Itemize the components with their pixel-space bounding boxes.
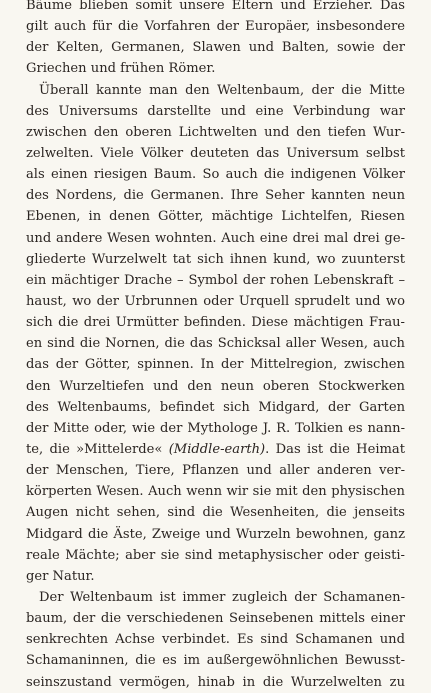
text-line: Midgard die Äste, Zweige und Wurzeln bewohnen, ganz <box>26 526 405 542</box>
text-line: der Menschen, Tiere, Pflanzen und aller anderen ver- <box>26 463 405 479</box>
text-line: senkrechten Achse verbindet. Es sind Schamanen und <box>26 632 405 648</box>
text-line: sich die drei Urmütter befinden. Diese mächtigen Frau- <box>26 315 405 331</box>
text-line: Der Weltenbaum ist immer zugleich der Schamanen- <box>39 589 405 605</box>
text-line: der Mitte oder, wie der Mythologe J. R. Tolkien es nann- <box>26 420 405 436</box>
text-line: Ebenen, in denen Götter, mächtige Lichtelfen, Riesen <box>26 209 405 225</box>
text-line: ger Natur. <box>26 568 95 584</box>
text-line: te, die »Mittelerde« (Middle-earth). Das ist die Heimat <box>26 441 405 457</box>
text-line: körperten Wesen. Auch wenn wir sie mit den physischen <box>26 484 405 500</box>
text-line: gliederte Wurzelwelt tat sich ihnen kund, wo zuunterst <box>26 251 405 267</box>
italic-title: (Middle-earth) <box>168 441 266 457</box>
text-line: des Weltenbaums, befindet sich Midgard, der Garten <box>26 399 405 415</box>
text-line: Griechen und frühen Römer. <box>26 61 216 77</box>
text-line: als einen riesigen Baum. So auch die indigenen Völker <box>26 167 405 183</box>
text-line: haust, wo der Urbrunnen oder Urquell sprudelt und wo <box>26 293 405 309</box>
text-line: des Nordens, die Germanen. Ihre Seher kannten neun <box>26 188 405 204</box>
text-line: Bäume blieben somit unsere Eltern und Erzieher. Das <box>26 0 405 13</box>
text-line: Überall kannte man den Weltenbaum, der die Mitte <box>39 82 405 98</box>
text-line: zwischen den oberen Lichtwelten und den tiefen Wur- <box>26 124 405 140</box>
body-text <box>26 0 405 693</box>
text-line: Augen nicht sehen, sind die Wesenheiten, die jenseits <box>26 505 405 521</box>
text-line: der Kelten, Germanen, Slawen und Balten, sowie der <box>26 40 405 56</box>
text-line: gilt auch für die Vorfahren der Europäer, insbesondere <box>26 19 405 35</box>
text-line: den Wurzeltiefen und den neun oberen Stockwerken <box>26 378 405 394</box>
text-line: baum, der die verschiedenen Seinsebenen mittels einer <box>26 611 405 627</box>
text-line: ein mächtiger Drache – Symbol der rohen Lebenskraft – <box>26 272 405 288</box>
text-line: en sind die Nornen, die das Schicksal aller Wesen, auch <box>26 336 405 352</box>
text-line: Schamaninnen, die es im außergewöhnlichen Bewusst- <box>26 653 405 669</box>
text-line: zelwelten. Viele Völker deuteten das Universum selbst <box>26 145 405 161</box>
text-line: seinszustand vermögen, hinab in die Wurzelwelten zu <box>26 674 405 690</box>
text-line: das der Götter, spinnen. In der Mittelregion, zwischen <box>26 357 405 373</box>
text-line: des Universums darstellte und eine Verbindung war <box>26 103 405 119</box>
text-line: und andere Wesen wohnten. Auch eine drei mal drei ge- <box>26 230 405 246</box>
text-line: reale Mächte; aber sie sind metaphysischer oder geisti- <box>26 547 405 563</box>
